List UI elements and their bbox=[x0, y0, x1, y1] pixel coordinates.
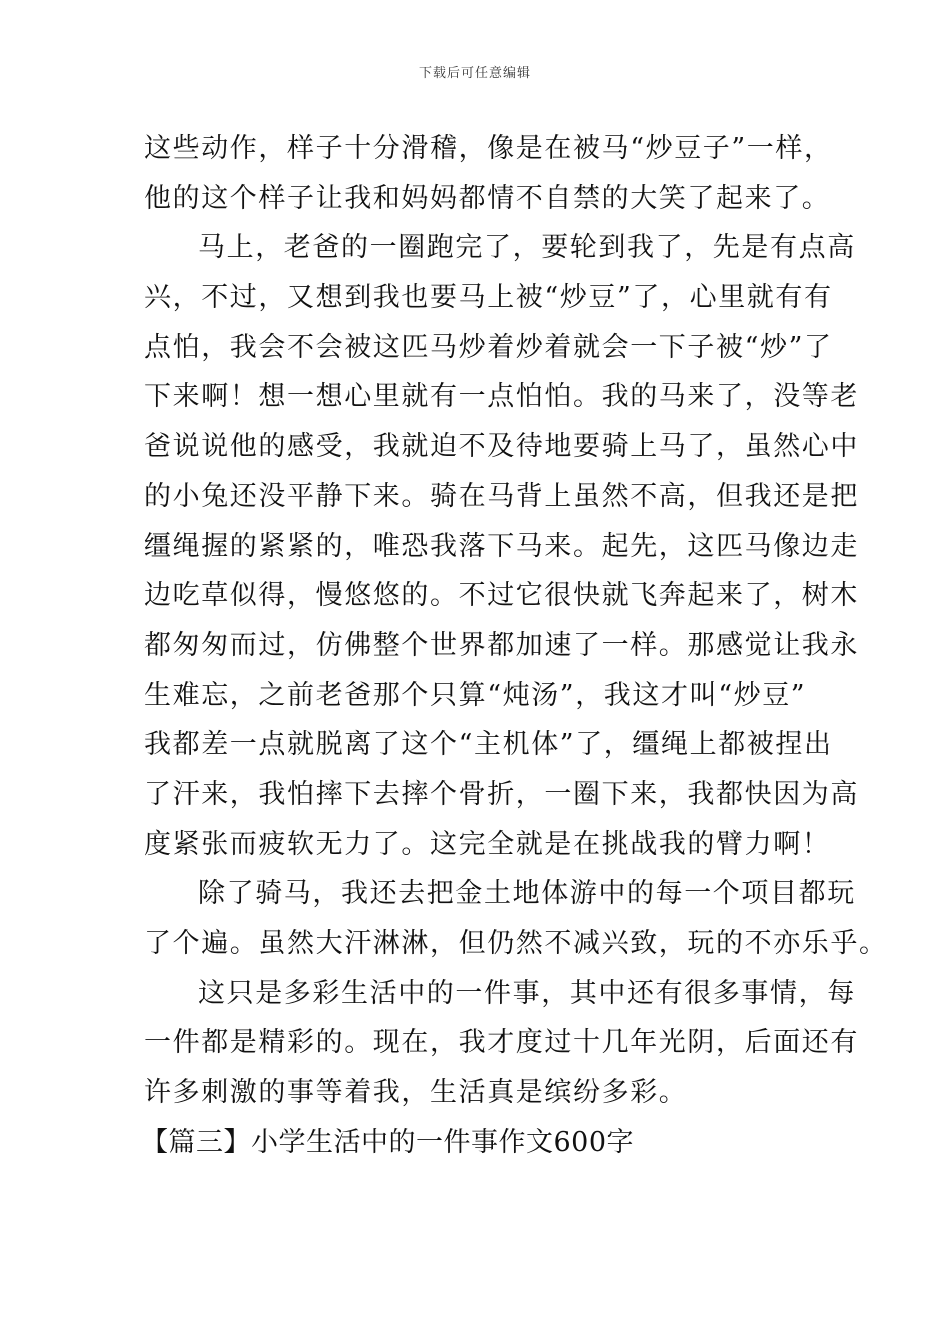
text-line: 的小兔还没平静下来。骑在马背上虽然不高，但我还是把 bbox=[144, 480, 859, 512]
paragraph-start-line: 这只是多彩生活中的一件事，其中还有很多事情，每 bbox=[198, 977, 856, 1009]
text-line: 一件都是精彩的。现在，我才度过十几年光阴，后面还有 bbox=[144, 1027, 859, 1059]
body-text bbox=[141, 124, 888, 1167]
text-line: 下来啊！想一想心里就有一点怕怕。我的马来了，没等老 bbox=[144, 381, 859, 413]
text-line: 都匆匆而过，仿佛整个世界都加速了一样。那感觉让我永 bbox=[144, 629, 859, 661]
text-line: 了汗来，我怕摔下去摔个骨折，一圈下来，我都快因为高 bbox=[144, 778, 859, 810]
text-line: 他的这个样子让我和妈妈都情不自禁的大笑了起来了。 bbox=[144, 182, 831, 214]
text-line: 边吃草似得，慢悠悠的。不过它很快就飞奔起来了，树木 bbox=[144, 580, 859, 612]
text-line: 这些动作，样子十分滑稽，像是在被马“炒豆子”一样， bbox=[144, 133, 833, 164]
text-line: 度紧张而疲软无力了。这完全就是在挑战我的臂力啊！ bbox=[144, 828, 831, 860]
paragraph-start-line: 马上，老爸的一圈跑完了，要轮到我了，先是有点高 bbox=[198, 232, 856, 264]
text-line: 许多刺激的事等着我，生活真是缤纷多彩。 bbox=[144, 1077, 688, 1109]
text-line: 我都差一点就脱离了这个“主机体”了，缰绳上都被捏出 bbox=[144, 729, 833, 761]
text-line: 了个遍。虽然大汗淋淋，但仍然不减兴致，玩的不亦乐乎。 bbox=[144, 928, 888, 959]
header-note: 下载后可任意编辑 bbox=[418, 66, 531, 81]
text-line: 点怕，我会不会被这匹马炒着炒着就会一下子被“炒”了 bbox=[144, 331, 833, 363]
paragraph-start-line: 除了骑马，我还去把金土地体游中的每一个项目都玩 bbox=[198, 878, 856, 910]
text-line: 兴，不过，又想到我也要马上被“炒豆”了，心里就有有 bbox=[144, 282, 833, 314]
text-line: 爸说说他的感受，我就迫不及待地要骑上马了，虽然心中 bbox=[144, 431, 859, 463]
section-heading: 【篇三】小学生活中的一件事作文600字 bbox=[141, 1126, 635, 1158]
text-line: 生难忘，之前老爸那个只算“炖汤”，我这才叫“炒豆” bbox=[144, 679, 807, 711]
text-line: 缰绳握的紧紧的，唯恐我落下马来。起先，这匹马像边走 bbox=[144, 530, 859, 562]
